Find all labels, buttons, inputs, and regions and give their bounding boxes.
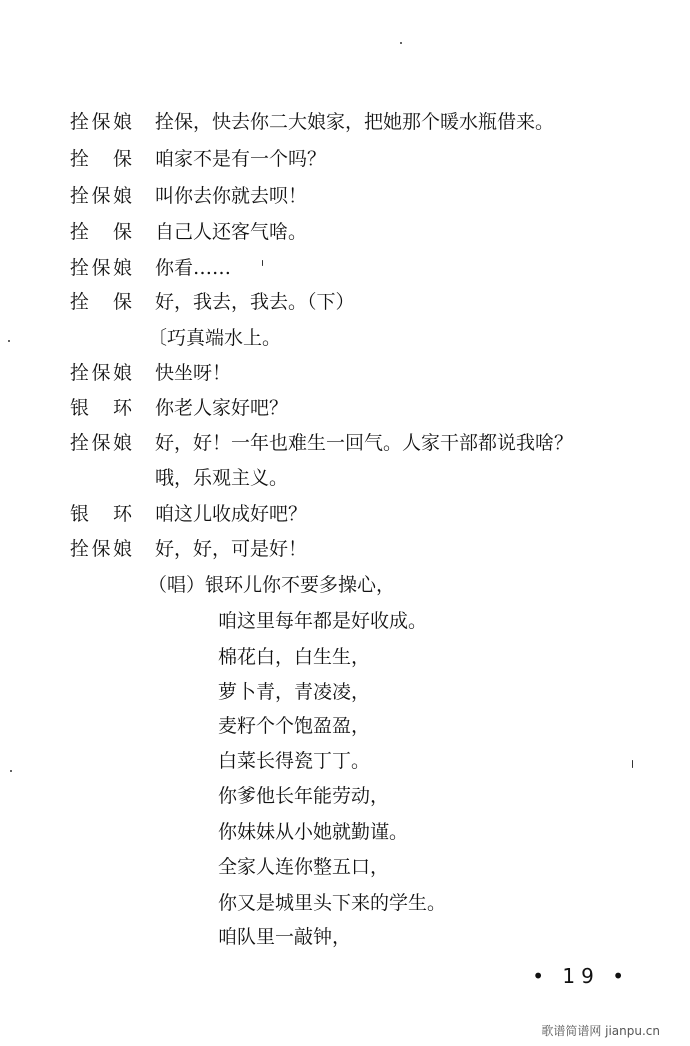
verse-text: 咱队里一敲钟， <box>218 926 352 948</box>
speaker-name: 拴保娘 <box>70 257 132 279</box>
verse-text: 萝卜青，青凌凌， <box>218 681 371 703</box>
verse-text: 你妹妹从小她就勤谨。 <box>218 821 409 843</box>
dialogue-text: 你老人家好吧？ <box>155 397 289 419</box>
speaker-name: 拴保 <box>70 148 132 170</box>
song-intro: （唱）银环儿你不要多操心， <box>148 574 396 596</box>
verse-text: 你又是城里头下来的学生。 <box>218 892 447 914</box>
verse-text: 你爹他长年能劳动， <box>218 785 390 807</box>
verse-text: 棉花白，白生生， <box>218 646 371 668</box>
dialogue-text: 你看…… <box>155 257 232 279</box>
dialogue-text: 咱这儿收成好吧？ <box>155 503 308 525</box>
scan-speck <box>632 760 633 768</box>
dialogue-text: 自己人还客气啥。 <box>155 221 308 243</box>
speaker-name: 银环 <box>70 397 132 419</box>
verse-text: 全家人连你整五口， <box>218 856 390 878</box>
speaker-name: 拴保 <box>70 291 132 313</box>
scan-speck <box>262 260 263 266</box>
site-watermark: 歌谱简谱网 jianpu.cn <box>541 1024 660 1038</box>
dialogue-text: 好，好！一年也难生一回气。人家干部都说我啥？ <box>155 432 574 454</box>
speaker-name: 拴保 <box>70 221 132 243</box>
dialogue-text: 快坐呀！ <box>155 362 232 384</box>
dialogue-text: 好，好，可是好！ <box>155 538 308 560</box>
page-number: • 19 • <box>532 964 630 988</box>
speaker-name: 拴保娘 <box>70 111 132 133</box>
verse-text: 白菜长得瓷丁丁。 <box>218 750 371 772</box>
speaker-name: 拴保娘 <box>70 185 132 207</box>
scan-speck <box>10 770 12 772</box>
verse-text: 麦籽个个饱盈盈， <box>218 715 371 737</box>
dialogue-text: 叫你去你就去呗！ <box>155 185 308 207</box>
scan-speck <box>8 340 10 342</box>
dialogue-text: 拴保，快去你二大娘家，把她那个暖水瓶借来。 <box>155 111 555 133</box>
verse-text: 咱这里每年都是好收成。 <box>218 610 428 632</box>
stage-direction: 〔巧真端水上。 <box>148 327 282 349</box>
speaker-name: 拴保娘 <box>70 432 132 454</box>
dialogue-text: 咱家不是有一个吗？ <box>155 148 327 170</box>
speaker-name: 银环 <box>70 503 132 525</box>
speaker-name: 拴保娘 <box>70 362 132 384</box>
dialogue-continuation: 哦，乐观主义。 <box>155 467 289 489</box>
speaker-name: 拴保娘 <box>70 538 132 560</box>
dialogue-text: 好，我去，我去。（下） <box>155 291 355 313</box>
scan-speck <box>400 42 402 44</box>
